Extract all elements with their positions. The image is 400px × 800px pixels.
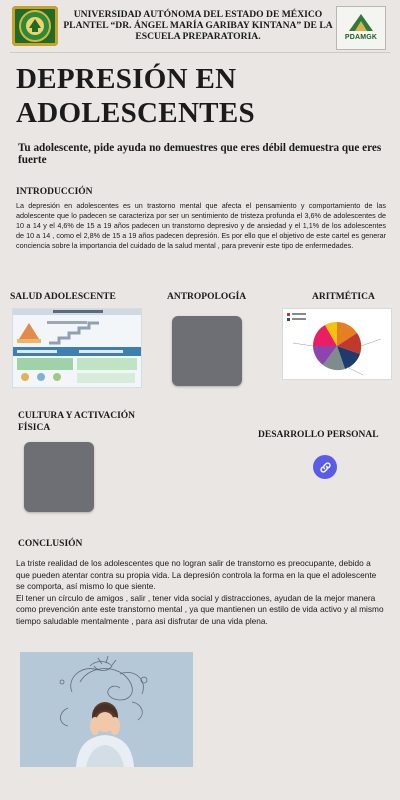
cultura-image-placeholder[interactable] [24,442,94,512]
conclusion-heading: CONCLUSIÓN [18,539,83,549]
pdamgk-logo [336,6,386,50]
section-cultura-activacion: CULTURA Y ACTIVACIÓN FÍSICA [18,411,136,433]
pdamgk-logo-text: PDAMGK [344,34,378,41]
pdamgk-logo-icon [346,11,376,33]
conclusion-paragraph-1: La triste realidad de los adolescentes que no logran salir de transtorno es preocupante, debido a que pueden atentar contra su propia vida. La depresión controla la forma en la que el adolescente se comporta, así mismo lo que siente. [16,558,377,591]
depressed-teen-illustration [20,652,193,767]
intro-heading: INTRODUCCIÓN [16,187,93,197]
page-subtitle: Tu adolescente, pide ayuda no demuestres que eres débil demuestra que eres fuerte [18,142,382,166]
section-salud-adolescente: SALUD ADOLESCENTE [10,292,116,302]
section-antropologia: ANTROPOLOGÍA [167,292,247,302]
link-icon [319,461,332,474]
desarrollo-link-button[interactable] [313,455,337,479]
aritmetica-pie-chart-image[interactable] [282,308,392,380]
salud-infographic-image[interactable] [12,308,142,388]
conclusion-text [16,558,384,627]
antropologia-image-placeholder[interactable] [172,316,242,386]
intro-text: La depresión en adolescentes es un trastorno mental que afecta el pensamiento y comportamiento de las adolescente que lo padecen se caracteriza por ser un sentimiento de tristeza profunda el 3,6% de adolescentes de 10 a 14 y el 4,6% de 15 a 19 años padecen un transtorno depresivo y de ansiedad y el 1,1% de los adolescentes de 10 a 14 , como el 2,8% de 15 a 19 años padecen depresión. Es por ello que el objetivo de este cartel es generar conciencia sobre la importancia del cuidado de la salud mental , para prevenir este tipo de enfermedades. [16,201,386,250]
section-desarrollo-personal: DESARROLLO PERSONAL [258,430,379,440]
section-aritmetica: ARITMÉTICA [312,292,375,302]
illustration-graphic [20,652,193,767]
uaemex-crest-icon [16,9,54,43]
page-title: DEPRESIÓN EN ADOLESCENTES [16,63,255,129]
pie-chart-graphic [283,309,391,379]
header-divider [10,52,390,53]
uaemex-logo [12,6,58,46]
institution-name: UNIVERSIDAD AUTÓNOMA DEL ESTADO DE MÉXICO PLANTEL “DR. ÁNGEL MARÍA GARIBAY KINTANA” DE LA ESCUELA PREPARATORIA. [63,9,333,42]
conclusion-paragraph-2: El tener un círculo de amigos , salir , tener vida social y distracciones, ayudan de la mejor manera como prevención ante este transtorno mental , ya que mantienen un estilo de vida activo y al mismo tiempo saludable mentalmente , para asi disfrutar de una vida plena. [16,592,384,626]
infographic-graphic [13,309,141,387]
